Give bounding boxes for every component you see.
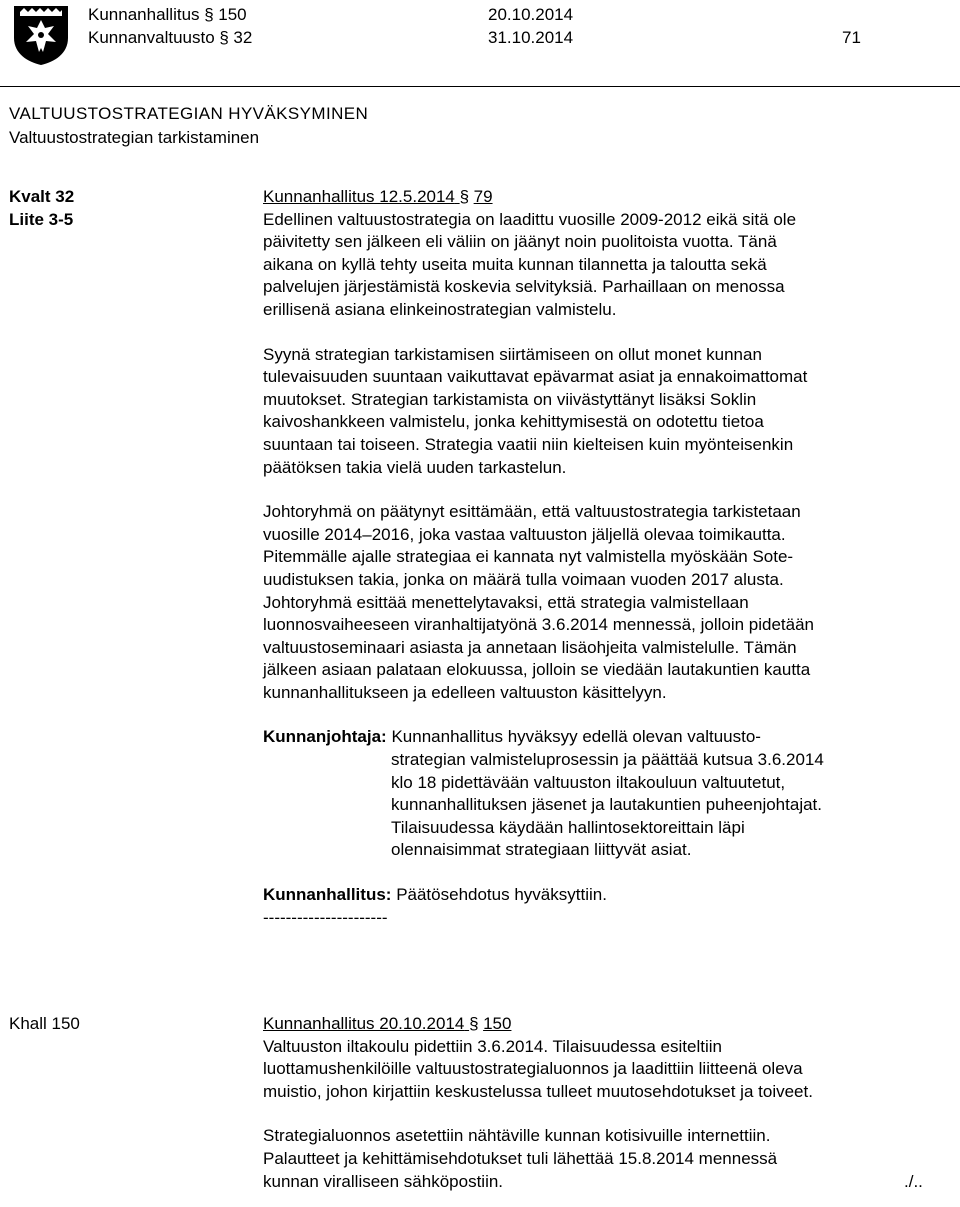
text-line: päivitetty sen jälkeen eli väliin on jäänyt noin puolitoista vuotta. Tänä: [263, 232, 777, 252]
khall-paragraph-1: [263, 1036, 957, 1104]
khall-ref-section: 150: [483, 1014, 512, 1033]
proposal-text: Kunnanhallitus hyväksyy edellä olevan valtuusto-: [391, 727, 761, 747]
section-sign: §: [469, 1014, 479, 1033]
text-line: muutokset. Strategian tarkistamista on viivästyttänyt lisäksi Soklin: [263, 389, 757, 409]
text-line: kunnanhallitukseen ja edelleen valtuuston käsittelyyn.: [263, 682, 667, 702]
header-divider: [0, 86, 960, 87]
text-line: Johtoryhmä on päätynyt esittämään, että valtuustostrategia tarkistetaan: [263, 502, 801, 522]
page-number: 71: [842, 28, 861, 47]
decision-text: Päätösehdotus hyväksyttiin.: [396, 885, 607, 905]
kvalt-body: [263, 186, 957, 929]
document-title: [9, 102, 368, 150]
text-line: tulevaisuuden suuntaan vaikuttavat epävarmat asiat ja ennakoimattomat: [263, 367, 808, 387]
khall-ref-body: Kunnanhallitus 20.10.2014: [263, 1014, 465, 1033]
khall-paragraph-2: [263, 1125, 957, 1193]
text-line: kaivoshankkeen valmistelu, jonka kehittymisestä on odotettu tietoa: [263, 412, 764, 432]
continued-marker: ./..: [904, 1171, 923, 1191]
header-council-date: 31.10.2014: [488, 28, 574, 47]
kvalt-label: Kvalt 32: [9, 187, 75, 206]
attachment-label: Liite 3-5: [9, 209, 74, 229]
kvalt-ref-section: 79: [473, 187, 493, 206]
header-board-section: 150: [218, 5, 247, 24]
header-council-section: 32: [233, 28, 253, 47]
text-line: olennaisimmat strategiaan liittyvät asiat.: [391, 840, 692, 860]
final-line: [263, 1171, 957, 1194]
text-line: Valtuuston iltakoulu pidettiin 3.6.2014. Tilaisuudessa esiteltiin: [263, 1036, 722, 1056]
header-board-date: 20.10.2014: [488, 5, 574, 24]
text-line: aikana on kyllä tehty useita muita kunnan tilannetta ja taloutta sekä: [263, 254, 767, 274]
mayor-proposal: [263, 726, 957, 862]
text-line: muistio, johon kirjattiin keskustelussa tulleet muutosehdotukset ja toiveet.: [263, 1081, 813, 1101]
text-line: jälkeen asiaan palataan elokuussa, jolloin se viedään lautakuntien kautta: [263, 660, 811, 680]
text-line: Tilaisuudessa käydään hallintosektoreittain läpi: [391, 817, 745, 837]
header-board-ref: [88, 3, 247, 26]
text-line: erillisenä asiana elinkeinostrategian valmistelu.: [263, 299, 617, 319]
text-line: Pitemmälle ajalle strategiaa ei kannata nyt valmistella myöskään Sote-: [263, 547, 794, 567]
text-line: Strategialuonnos asetettiin nähtäville kunnan kotisivuille internettiin.: [263, 1126, 771, 1146]
text-line: kunnanhallituksen jäsenet ja lautakuntien puheenjohtajat.: [391, 795, 822, 815]
section-sign: §: [459, 187, 470, 206]
text-line: suuntaan tai toiseen. Strategia vaatii niin kielteisen kuin myönteisenkin: [263, 434, 794, 454]
text-line: Johtoryhmä esittää menettelytavaksi, että strategia valmistellaan: [263, 592, 749, 612]
text-line: strategian valmisteluprosessin ja päättää kutsua 3.6.2014: [391, 750, 824, 770]
kvalt-board-reference: [263, 186, 957, 209]
header-board-name: Kunnanhallitus: [88, 5, 200, 24]
text-line: Edellinen valtuustostrategia on laadittu vuosille 2009-2012 eikä sitä ole: [263, 209, 797, 229]
text-line: luottamushenkilöille valtuustostrategialuonnos ja laadittiin liitteenä oleva: [263, 1059, 803, 1079]
khall-label: Khall 150: [9, 1014, 80, 1033]
text-line: uudistuksen takia, jonka on määrä tulla voimaan vuoden 2017 alusta.: [263, 569, 784, 589]
text-line: valtuustoseminaari asiasta ja annetaan lisäohjeita valmistelulle. Tämän: [263, 637, 797, 657]
khall-board-reference: [263, 1013, 957, 1036]
header-council-name: Kunnanvaltuusto: [88, 28, 215, 47]
board-decision: [263, 884, 957, 929]
khall-side-labels: [9, 1013, 80, 1036]
kvalt-paragraph-2: [263, 344, 957, 480]
proposal-first-line: [263, 726, 957, 749]
kvalt-paragraph-1: [263, 209, 957, 322]
text-line: luonnosvaiheeseen viranhaltijatyönä 3.6.2014 mennessä, jolloin pidetään: [263, 615, 815, 635]
text-line: kunnan viralliseen sähköpostiin.: [263, 1171, 504, 1191]
section-sign: §: [204, 5, 214, 24]
text-line: klo 18 pidettävään valtuuston iltakouluun valtuutetut,: [391, 772, 786, 792]
kvalt-side-labels: [9, 186, 74, 231]
decision-label: Kunnanhallitus:: [263, 885, 392, 905]
text-line: vuosille 2014–2016, joka vastaa valtuuston jäljellä olevaa toimikautta.: [263, 524, 786, 544]
text-line: palvelujen järjestämistä koskevia selvityksiä. Parhaillaan on menossa: [263, 277, 785, 297]
municipal-crest-logo: [12, 4, 70, 66]
proposal-label: Kunnanjohtaja:: [263, 727, 387, 747]
khall-body: [263, 1013, 957, 1193]
separator-line: ----------------------: [263, 907, 388, 927]
kvalt-paragraph-3: [263, 501, 957, 704]
title-subheading: Valtuustostrategian tarkistaminen: [9, 128, 260, 147]
section-sign: §: [219, 28, 229, 47]
kvalt-ref-body: Kunnanhallitus 12.5.2014: [263, 187, 455, 206]
title-heading: VALTUUSTOSTRATEGIAN HYVÄKSYMINEN: [9, 104, 369, 123]
header-council-ref: [88, 26, 252, 49]
text-line: Palautteet ja kehittämisehdotukset tuli lähettää 15.8.2014 mennessä: [263, 1148, 778, 1168]
text-line: Syynä strategian tarkistamisen siirtämiseen on ollut monet kunnan: [263, 344, 762, 364]
text-line: päätöksen takia vielä uuden tarkastelun.: [263, 457, 567, 477]
